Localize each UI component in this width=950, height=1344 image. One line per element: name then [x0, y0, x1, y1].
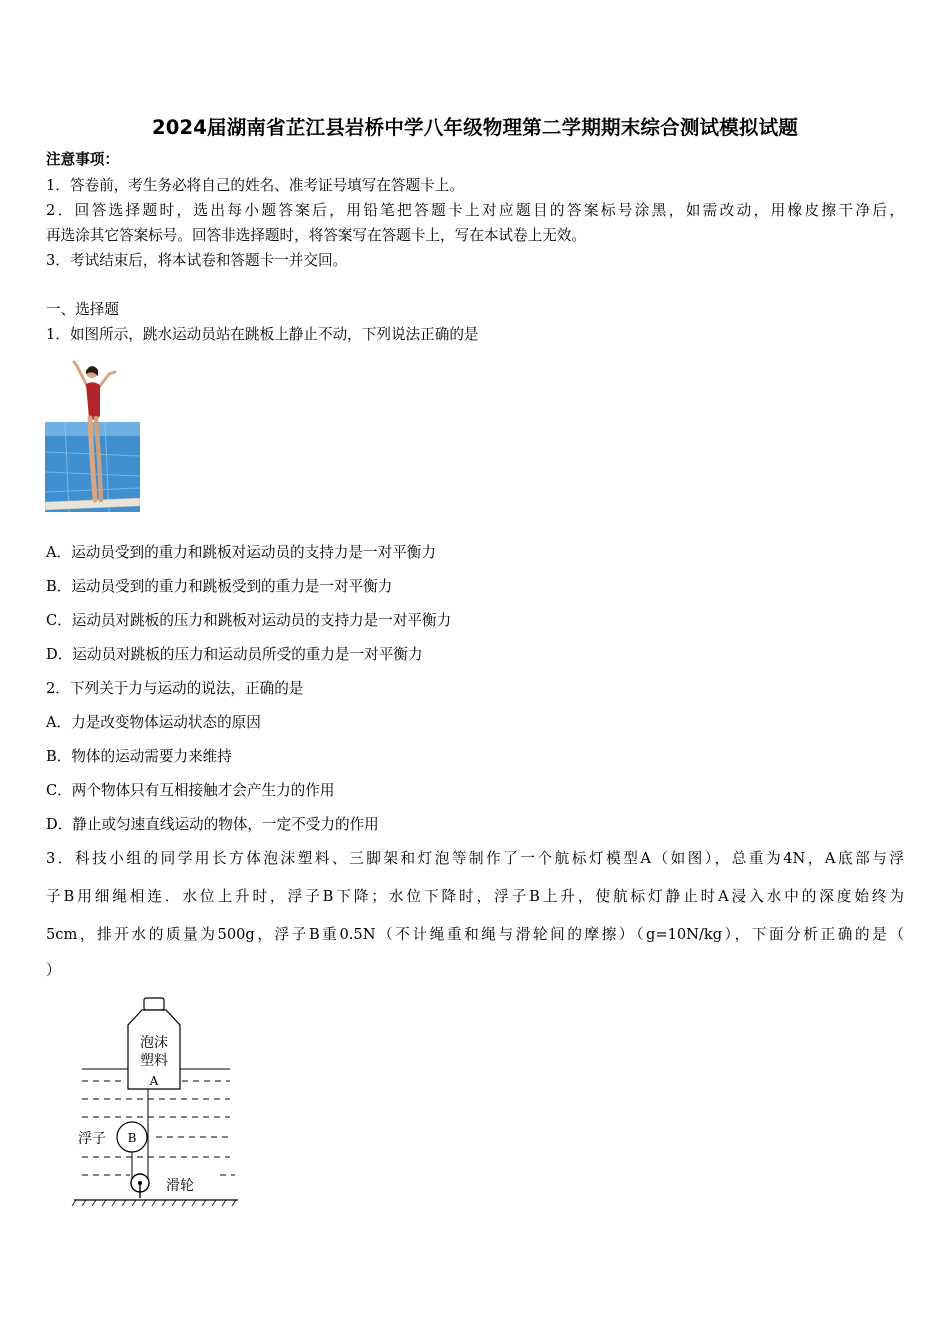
- option-d: D．静止或匀速直线运动的物体，一定不受力的作用: [46, 816, 379, 833]
- question-3-stem: 3．科技小组的同学用长方体泡沫塑料、三脚架和灯泡等制作了一个航标灯模型A（如图），总重为4N，A底部与浮: [46, 850, 904, 867]
- notice-item: 再选涂其它答案标号。回答非选择题时，将答案写在答题卡上，写在本试卷上无效。: [46, 227, 586, 244]
- diver-photo: [45, 360, 140, 512]
- option-b: B．物体的运动需要力来维持: [46, 748, 232, 765]
- option-c: C．两个物体只有互相接触才会产生力的作用: [46, 782, 335, 799]
- question-3-stem: 子B用细绳相连．水位上升时，浮子B下降；水位下降时，浮子B上升，使航标灯静止时A浸入水中的深度始终为: [46, 888, 904, 905]
- option-d: D．运动员对跳板的压力和运动员所受的重力是一对平衡力: [46, 646, 423, 663]
- section-heading: 一、选择题: [46, 301, 119, 318]
- option-c: C．运动员对跳板的压力和跳板对运动员的支持力是一对平衡力: [46, 612, 452, 629]
- notice-item: 1．答卷前，考生务必将自己的姓名、准考证号填写在答题卡上。: [46, 177, 464, 194]
- option-a: A．运动员受到的重力和跳板对运动员的支持力是一对平衡力: [46, 544, 436, 561]
- question-3-stem: 5cm，排开水的质量为500g，浮子B重0.5N（不计绳重和绳与滑轮间的摩擦）（g=10N/kg），下面分析正确的是（: [46, 926, 904, 943]
- option-b: B．运动员受到的重力和跳板受到的重力是一对平衡力: [46, 578, 393, 595]
- float-label: 浮子: [78, 1131, 106, 1147]
- foam-label: 泡沫: [140, 1035, 168, 1051]
- question-1-stem: 1．如图所示，跳水运动员站在跳板上静止不动，下列说法正确的是: [46, 326, 479, 343]
- question-2-stem: 2．下列关于力与运动的说法，正确的是: [46, 680, 304, 697]
- float-b-letter: B: [127, 1131, 137, 1145]
- notice-item: 3．考试结束后，将本试卷和答题卡一并交回。: [46, 252, 348, 269]
- block-a-label: A: [149, 1074, 159, 1088]
- notice-heading: 注意事项：: [46, 151, 119, 168]
- question-3-stem: ）: [46, 962, 61, 979]
- notice-item: 2．回答选择题时，选出每小题答案后，用铅笔把答题卡上对应题目的答案标号涂黑，如需改动，用橡皮擦干净后，: [46, 202, 904, 219]
- lamp-shape: [144, 998, 164, 1010]
- foam-label: 塑料: [140, 1053, 168, 1069]
- buoy-diagram: [70, 995, 245, 1210]
- option-a: A．力是改变物体运动状态的原因: [46, 714, 261, 731]
- page-title: 2024届湖南省芷江县岩桥中学八年级物理第二学期期末综合测试模拟试题: [151, 116, 799, 139]
- pulley-label: 滑轮: [166, 1178, 194, 1194]
